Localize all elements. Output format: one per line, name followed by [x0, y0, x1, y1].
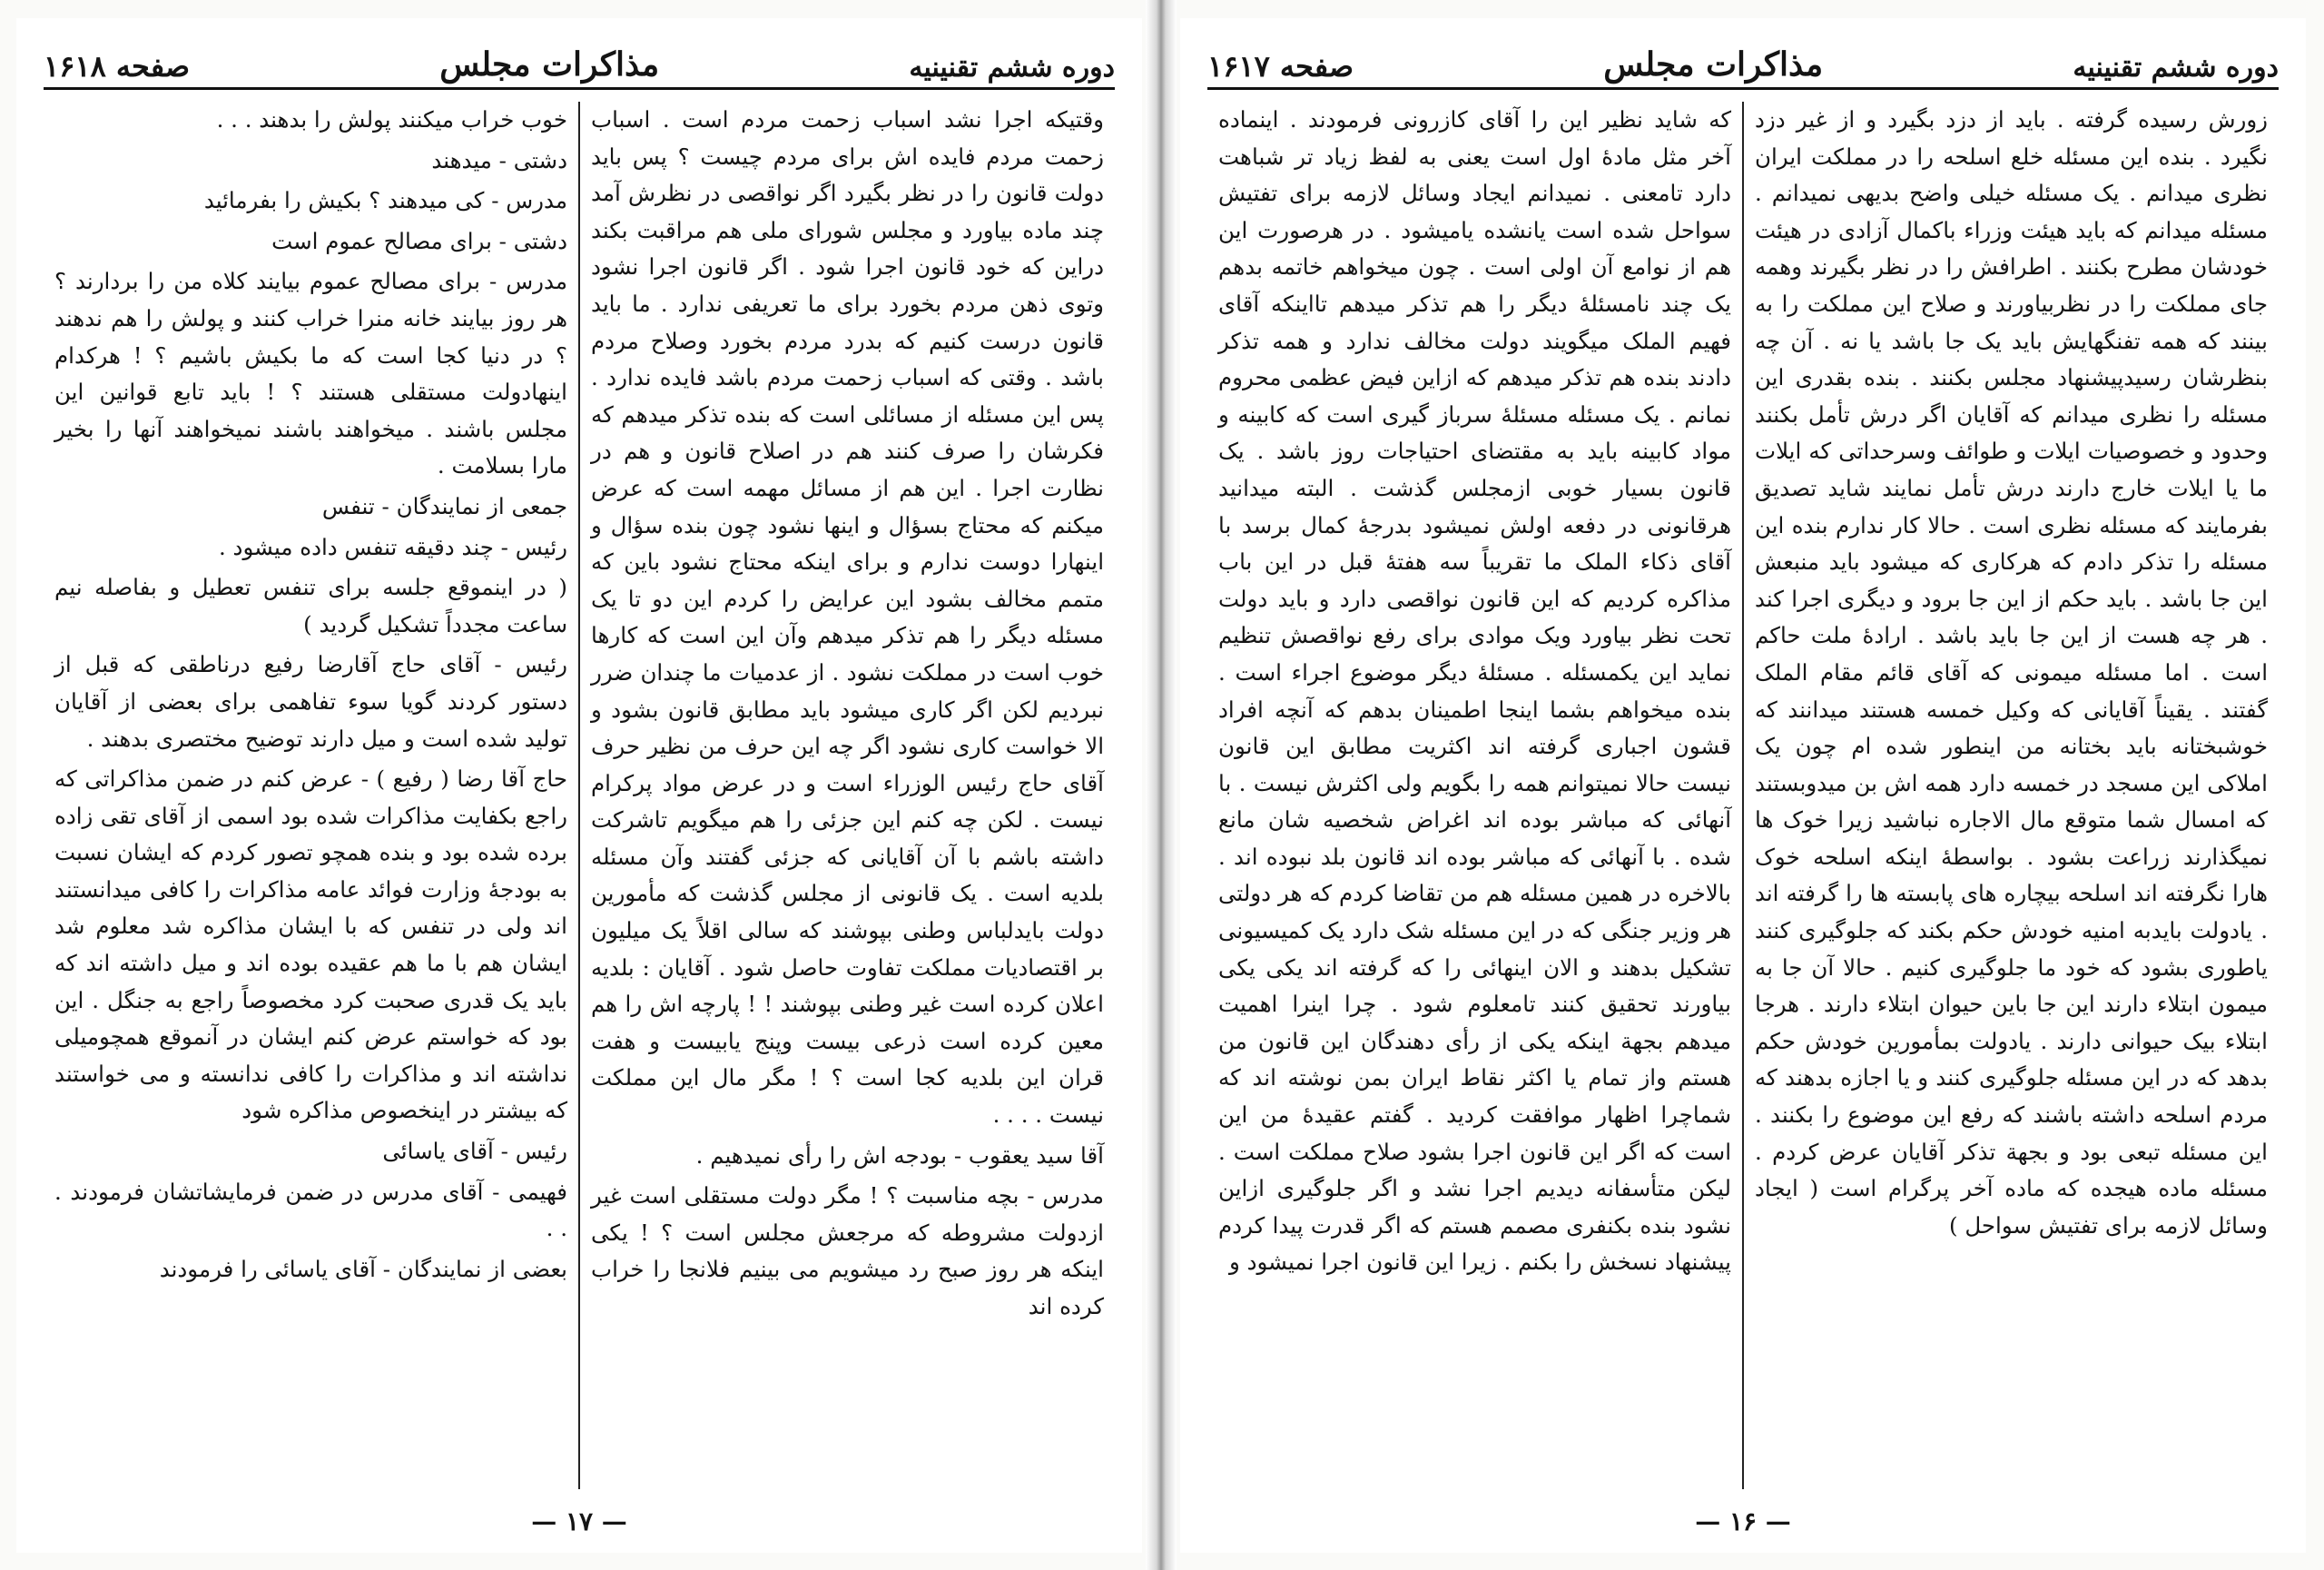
- session-label: دوره ششم تقنینیه: [2073, 52, 2279, 84]
- paragraph: که شاید نظیر این را آقای کازرونی فرمودند . اینماده آخر مثل مادهٔ اول است یعنی به لفظ زیاد تر شباهت دارد تامعنی . نمیدانم ایجاد وسائل لازمه برای تفتیش سواحل شده است یانشده یامیشود . در هرصورت این هم از نوامع آن اولی است . چون میخواهم خاتمه بدهم یک چند نامسئلهٔ دیگر را هم تذکر میدهم تااینکه آقای فهیم الملک میگویند دولت مخالف ندارد و همه تذکر دادند بنده هم تذکر میدهم که ازاین فیض عظمی محروم نمانم . یک مسئله مسئلهٔ سرباز گیری است که کابینه و مواد کابینه باید به مقتضای احتیاجات روز باشد . یک قانون بسیار خوبی ازمجلس گذشت . البته میدانید هرقانونی در دفعه اولش نمیشود بدرجهٔ کمال برسد با آقای ذکاء الملک ما تقریباً سه هفتهٔ قبل در این باب مذاکره کردیم که این قانون نواقصی دارد و باید دولت تحت نظر بیاورد ویک موادی برای رفع نواقصش تنظیم نماید این یکمسئله . مسئلهٔ دیگر موضوع اجراء است . بنده میخواهم بشما اینجا اطمینان بدهم که آنچه افراد قشون اجباری گرفته اند اکثریت مطابق این قانون نیست حالا نمیتوانم همه را بگویم ولی اکثرش نیست . با آنهائی که مباشر بوده اند اغراض شخصیه شان مانع شده . با آنهائی که مباشر بوده اند قانون بلد نبوده اند . بالاخره در همین مسئله هم من تقاضا کردم که هر دولتی هر وزیر جنگی که در این مسئله شک دارد یک کمیسیونی تشکیل بدهند و الان اینهائی را که گرفته اند یکی یکی بیاورند تحقیق کنند تامعلوم شود . چرا اینرا اهمیت میدهم بجهة اینکه یکی از رأی دهندگان این قانون من هستم واز تمام یا اکثر نقاط ایران بمن نوشته اند که شماچرا اظهار موافقت کردید . گفتم عقیدهٔ من این است که اگر این قانون اجرا بشود صلاح مملکت است . لیکن متأسفانه دیدیم اجرا نشد و اگر جلوگیری ازاین نشود بنده بکنفری مصمم هستم که اگر قدرت پیدا کردم پیشنهاد نسخش را بکنم . زیرا این قانون اجرا نمیشود و: [1218, 106, 1731, 1276]
- page-header: [44, 35, 1115, 90]
- paragraph: ( در اینموقع جلسه برای تنفس تعطیل و بفاصله نیم ساعت مجدداً تشکیل گردید ): [54, 574, 567, 637]
- paragraph: فهیمی - آقای مدرس در ضمن فرمایشاتشان فرمودند . . .: [54, 1178, 567, 1242]
- paragraph: جمعی از نمایندگان - تنفس: [321, 492, 567, 519]
- paragraph: دشتی - میدهند: [431, 146, 567, 173]
- book-gutter: [1146, 0, 1177, 1570]
- paragraph: رئیس - آقای یاسائی: [382, 1138, 567, 1165]
- column-right: [1742, 102, 2279, 1489]
- column-left: [1207, 102, 1742, 1489]
- page-footer-number: — ۱۶ —: [1695, 1506, 1791, 1536]
- paragraph: آقا سید یعقوب - بودجه اش را رأی نمیدهیم .: [695, 1141, 1104, 1169]
- journal-title: مذاکرات مجلس: [1603, 45, 1824, 84]
- column-left: [44, 102, 578, 1489]
- page-header: [1207, 35, 2279, 90]
- text-columns: [1207, 102, 2279, 1489]
- paragraph: بعضی از نمایندگان - آقای یاسائی را فرمودند: [159, 1255, 567, 1282]
- paragraph: وقتیکه اجرا نشد اسباب زحمت مردم است . اسباب زحمت مردم فایده اش برای مردم چیست ؟ پس باید دولت قانون را در نظر بگیرد اگر نواقصی در نظرش آمد چند ماده بیاورد و مجلس شورای ملی هم مراقبت بکند دراین که خود قانون اجرا شود . اگر قانون اجرا نشود وتوی ذهن مردم بخورد برای ما تعریفی ندارد . ما باید قانون درست کنیم که بدرد مردم بخورد وصلاح مردم باشد . وقتی که اسباب زحمت مردم باشد فایده ندارد . پس این مسئله از مسائلی است که بنده تذکر میدهم که فکرشان را صرف کنند هم در اصلاح قانون و هم در نظارت اجرا . این هم از مسائل مهمه است که عرض میکنم که محتاج بسؤال و اینها نشود چون بنده سؤال و اینهارا دوست ندارم و برای اینکه محتاج نشود باین که متمم مخالف بشود این عرایض را کردم این دو تا یک مسئله دیگر را هم تذکر میدهم وآن این است که کارها خوب است در مملکت نشود . از عدمیات ما چندان ضرر نبردیم لکن اگر کاری میشود باید مطابق قانون بشود و الا خواست کاری نشود اگر چه این حرف من نظیر حرف آقای حاج رئیس الوزراء است و در عرض مواد پرکرام نیست . لکن چه کنم این جزئی را هم میگویم تاشرکت داشته باشم با آن آقایانی که جزئی گفتند وآن مسئله بلدیه است . یک قانونی از مجلس گذشت که مأمورین دولت بایدلباس وطنی بپوشند که سالی اقلاً یک میلیون بر اقتصادیات مملکت تفاوت حاصل شود . آقایان : بلدیه اعلان کرده است غیر وطنی بپوشند ! ! پارچه اش را هم معین کرده است ذرعی بیست وپنج یابیست و هفت قران این بلدیه کجا است ؟ ! مگر مال این مملکت نیست . . . .: [591, 106, 1104, 1129]
- paragraph: حاج آقا رضا ( رفیع ) - عرض کنم در ضمن مذاکراتی که راجع بکفایت مذاکرات شده بود اسمی از آقای تقی زاده برده شده بود و بنده همچو تصور کردم که ایشان نسبت به بودجهٔ وزارت فوائد عامه مذاکرات را کافی میدانستند اند ولی در تنفس که با ایشان مذاکره شد معلوم شد ایشان هم با ما هم عقیده بوده اند و میل داشته اند که باید یک قدری صحبت کرد مخصوصاً راجع به جنگل . این بود که خواستم عرض کنم ایشان در آنموقع همچومیلی نداشته اند و مذاکرات را کافی ندانسته و می خواستند که بیشتر در اینخصوص مذاکره شود: [54, 765, 567, 1124]
- column-right: [578, 102, 1115, 1489]
- paragraph: دشتی - برای مصالح عموم است: [271, 227, 567, 254]
- paragraph: زورش رسیده گرفته . باید از دزد بگیرد و از غیر دزد نگیرد . بنده این مسئله خلع اسلحه را در مملکت ایران نظری میدانم . یک مسئله خیلی واضح بدیهی نمیدانم . مسئله میدانم که باید هیئت وزراء باکمال آزادی در هیئت خودشان مطرح بکنند . اطرافش را در نظر بگیرند وهمه جای مملکت را در نظربیاورند و صلاح این مملکت را به بینند که همه تفنگهایش باید یک جا باشد یا نه . آن چه بنظرشان رسیدپیشنهاد مجلس بکنند . بنده بقدری این مسئله را نظری میدانم که آقایان اگر درش تأمل بکنند وحدود و خصوصیات ایلات و طوائف وسرحداتی که ایلات ما یا ایلات خارج دارند درش تأمل نمایند شاید تصدیق بفرمایند که مسئله نظری است . حالا کار ندارم بنده این مسئله را تذکر دادم که هرکاری که میشود باید منبعش این جا باشد . باید حکم از این جا برود و دیگری اجرا کند . هر چه هست از این جا باید باشد . ارادهٔ ملت حاکم است . اما مسئله میمونی که آقای قائم مقام الملک گفتند . یقیناً آقایانی که وکیل خمسه هستند میدانند که خوشبختانه باید بختانه من اینطور شده ام چون یک املاکی این مسجد در خمسه دارد همه اش بن میدوبستند که امسال شما متوقع مال الاجاره نباشید زیرا خوک ها نمیگذارند زراعت بشود . بواسطهٔ اینکه اسلحه خوک هارا نگرفته اند اسلحه بیچاره های پابسته ها را گرفته اند . یادولت بایدبه امنیه خودش حکم بکند که جلوگیری کنند یاطوری بشود که خود ما جلوگیری کنیم . حالا آن جا به میمون ابتلاء دارند این جا باین حیوان ابتلاء دارند . هرجا ابتلاء بیک حیوانی دارند . یادولت بمأمورین خودش حکم بدهد که در این مسئله جلوگیری کنند و یا اجازه بدهند که مردم اسلحه داشته باشند که رفع این موضوع را بکنند . این مسئله تبعی بود و بجهة تذکر آقایان عرض کردم . مسئله ماده هیجده که ماده آخر پرگرام است ( ایجاد وسائل لازمه برای تفتیش سواحل ): [1755, 106, 2268, 1239]
- paragraph: مدرس - کی میدهند ؟ بکیش را بفرمائید: [203, 187, 567, 214]
- paragraph: مدرس - برای مصالح عموم بیایند کلاه من را بردارند ؟ هر روز بیایند خانه منرا خراب کنند و پولش را هم ندهند ؟ در دنیا کجا است که ما بکیش باشیم ؟ ! هرکدام اینهادولت مستقلی هستند ؟ ! باید تابع قوانین این مجلس باشند . میخواهند باشند نمیخواهند آنها را بخیر مارا بسلامت .: [54, 268, 567, 479]
- page-1618: [16, 18, 1142, 1553]
- journal-title: مذاکرات مجلس: [439, 45, 660, 84]
- paragraph: خوب خراب میکنند پولش را بدهند . . .: [216, 106, 567, 133]
- paragraph: رئیس - چند دقیقه تنفس داده میشود .: [218, 533, 567, 560]
- page-1617: [1180, 18, 2306, 1553]
- page-footer-number: — ۱۷ —: [531, 1506, 627, 1536]
- paragraph: رئیس - آقای حاج آقارضا رفیع درناطقی که قبل از دستور کردند گویا سوء تفاهمی برای بعضی از آقایان تولید شده است و میل دارند توضیح مختصری بدهند .: [54, 651, 567, 752]
- session-label: دوره ششم تقنینیه: [909, 52, 1115, 84]
- page-number: صفحه ۱۶۱۷: [1207, 49, 1354, 84]
- text-columns: [44, 102, 1115, 1489]
- paragraph: مدرس - بچه مناسبت ؟ ! مگر دولت مستقلی است غیر ازدولت مشروطه که مرجعش مجلس است ؟ ! یکی اینکه هر روز صبح رد میشویم می بینیم فلانجا را خراب کرده اند: [591, 1182, 1104, 1319]
- page-number: صفحه ۱۶۱۸: [44, 49, 191, 84]
